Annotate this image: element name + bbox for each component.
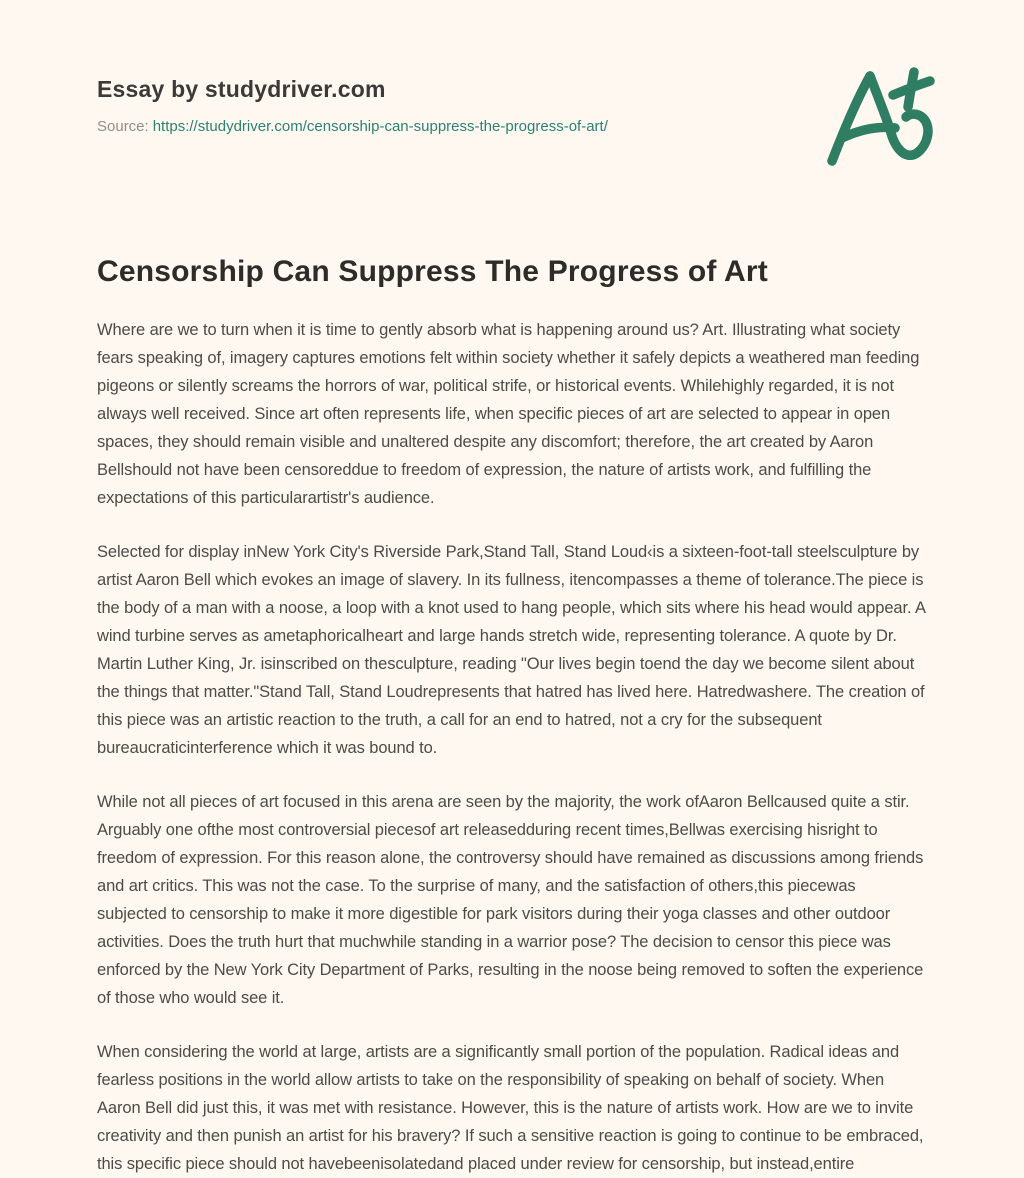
- source-line: [97, 118, 927, 135]
- byline: Essay by studydriver.com: [97, 76, 386, 102]
- a-plus-icon: [824, 64, 936, 168]
- essay-body: [97, 255, 927, 1178]
- document-header: [97, 76, 927, 135]
- source-label: Source:: [97, 118, 149, 135]
- essay-paragraph-1: Where are we to turn when it is time to gently absorb what is happening around us? Art. Illustrating what society fears speaking of, imagery captures emotions felt within society whether it safely depicts a weathered man feeding pigeons or silently screams the horrors of war, political strife, or historical events. Whilehighly regarded, it is not always well received. Since art often represents life, when specific pieces of art are selected to appear in open spaces, they should remain visible and unaltered despite any discomfort; therefore, the art created by Aaron Bellshould not have been censoreddue to freedom of expression, the nature of artists work, and fulfilling the expectations of this particularartistr's audience.: [97, 320, 920, 507]
- essay-paragraph-2: Selected for display inNew York City's Riverside Park,Stand Tall, Stand Loud‹is a sixteen-foot-tall steelsculpture by artist Aaron Bell which evokes an image of slavery. In its fullness, itencompasses a theme of tolerance.The piece is the body of a man with a noose, a loop with a knot used to hang people, which sits where his head would appear. A wind turbine serves as ametaphoricalheart and large hands stretch wide, representing tolerance. A quote by Dr. Martin Luther King, Jr. isinscribed on thesculpture, reading "Our lives begin toend the day we become silent about the things that matter."Stand Tall, Stand Loudrepresents that hatred has lived here. Hatredwashere. The creation of this piece was an artistic reaction to the truth, a call for an end to hatred, not a cry for the subsequent bureaucraticinterference which it was bound to.: [97, 542, 926, 757]
- essay-title: Censorship Can Suppress The Progress of Art: [97, 255, 768, 288]
- studydriver-logo: [824, 64, 936, 168]
- source-link[interactable]: https://studydriver.com/censorship-can-suppress-the-progress-of-art/: [152, 118, 608, 135]
- essay-paragraph-3: While not all pieces of art focused in this arena are seen by the majority, the work ofAaron Bellcaused quite a stir. Arguably one ofthe most controversial piecesof art releasedduring recent times,Bellwas exercising hisright to freedom of expression. For this reason alone, the controversy should have remained as discussions among friends and art critics. This was not the case. To the surprise of many, and the satisfaction of others,this piecewas subjected to censorship to make it more digestible for park visitors during their yoga classes and other outdoor activities. Does the truth hurt that muchwhile standing in a warrior pose? The decision to censor this piece was enforced by the New York City Department of Parks, resulting in the noose being removed to soften the experience of those who would see it.: [97, 792, 924, 1007]
- essay-paragraph-4: When considering the world at large, artists are a significantly small portion of the population. Radical ideas and fearless positions in the world allow artists to take on the responsibility of speaking on behalf of society. When Aaron Bell did just this, it was met with resistance. However, this is the nature of artists work. How are we to invite creativity and then punish an artist for his bravery? If such a sensitive reaction is going to continue to be embraced, this specific piece should not havebeenisolatedand placed under review for censorship, but instead,entire: [97, 1042, 924, 1173]
